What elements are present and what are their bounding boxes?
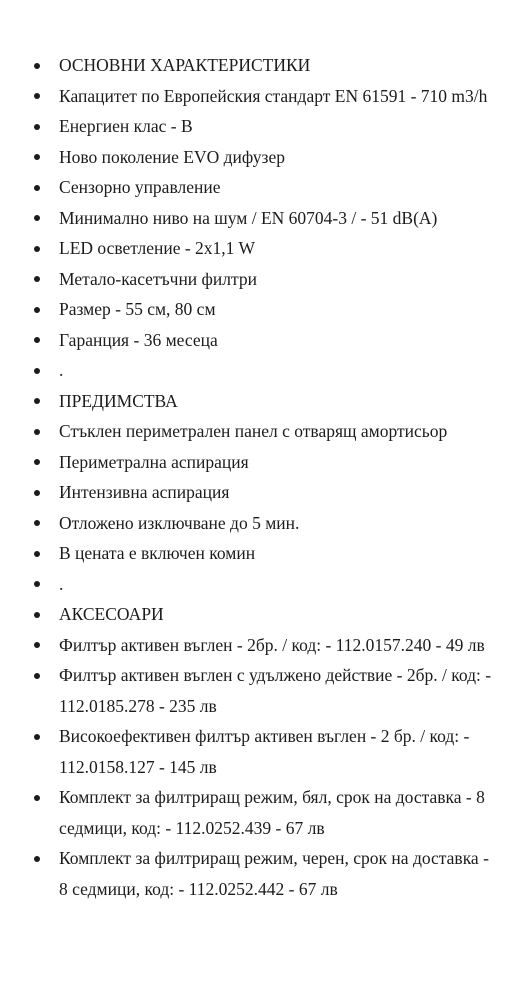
list-item-text: Комплект за филтриращ режим, черен, срок на доставка - 8 седмици, код: - 112.0252.442 - 67 лв: [59, 848, 489, 899]
bullet-icon: [34, 337, 40, 343]
list-item-text: ОСНОВНИ ХАРАКТЕРИСТИКИ: [59, 55, 311, 75]
list-item-filter-kit-white: [0, 782, 512, 843]
list-item-text: Минимално ниво на шум / EN 60704-3 / - 51 dB(A): [59, 207, 438, 228]
list-item-text: Филтър активен въглен - 2бр. / код: - 112.0157.240 - 49 лв: [59, 634, 485, 655]
bullet-icon: [34, 368, 40, 374]
bullet-icon: [34, 429, 40, 435]
list-item-filter-kit-black: [0, 843, 512, 904]
bullet-icon: [34, 93, 40, 99]
list-item-text: АКСЕСОАРИ: [59, 604, 164, 624]
list-item-text: Енергиен клас - B: [59, 116, 193, 136]
list-item-noise-level: [0, 203, 512, 234]
bullet-icon: [34, 673, 40, 679]
list-item-chimney-included: [0, 538, 512, 569]
bullet-icon: [34, 642, 40, 648]
list-item-text: Отложено изключване до 5 мин.: [59, 512, 300, 533]
list-item-text: Интензивна аспирация: [59, 482, 230, 502]
list-item-text: Метало-касетъчни филтри: [59, 268, 257, 289]
list-item-advantages-heading: [0, 386, 512, 417]
list-item-carbon-filter: [0, 630, 512, 661]
list-item-led-lighting: [0, 233, 512, 264]
list-item-text: Стъклен периметрален панел с отварящ амортисьор: [59, 421, 448, 441]
list-item-glass-panel: [0, 416, 512, 447]
list-item-intensive-aspiration: [0, 477, 512, 508]
list-item-long-life-carbon-filter: [0, 660, 512, 721]
bullet-icon: [34, 490, 40, 496]
bullet-icon: [34, 63, 40, 69]
list-item-high-efficiency-carbon-filter: [0, 721, 512, 782]
bullet-icon: [34, 154, 40, 160]
list-item-warranty: [0, 325, 512, 356]
list-item-diffuser: [0, 142, 512, 173]
list-item-text: Високоефективен филтър активен въглен - 2 бр. / код: - 112.0158.127 - 145 лв: [59, 726, 470, 777]
bullet-icon: [34, 124, 40, 130]
bullet-icon: [34, 520, 40, 526]
bullet-icon: [34, 734, 40, 740]
bullet-icon: [34, 307, 40, 313]
list-item-text: .: [59, 360, 64, 380]
list-item-text: Периметрална аспирация: [59, 451, 249, 472]
list-item-main-characteristics-heading: [0, 50, 512, 81]
list-item-touch-control: [0, 172, 512, 203]
list-item-energy-class: [0, 111, 512, 142]
list-item-accessories-heading: [0, 599, 512, 630]
bullet-icon: [34, 398, 40, 404]
list-item-separator: [0, 569, 512, 600]
bullet-icon: [34, 551, 40, 557]
list-item-perimeter-aspiration: [0, 447, 512, 478]
list-item-delayed-shutoff: [0, 508, 512, 539]
list-item-text: ПРЕДИМСТВА: [59, 390, 178, 411]
bullet-icon: [34, 215, 40, 221]
list-item-text: Капацитет по Европейския стандарт EN 61591 - 710 m3/h: [59, 85, 488, 106]
list-item-size: [0, 294, 512, 325]
list-item-filters: [0, 264, 512, 295]
bullet-icon: [34, 612, 40, 618]
bullet-icon: [34, 459, 40, 465]
list-item-text: Ново поколение EVO дифузер: [59, 146, 285, 167]
bullet-icon: [34, 581, 40, 587]
bullet-icon: [34, 276, 40, 282]
list-item-text: Гаранция - 36 месеца: [59, 329, 218, 350]
bullet-icon: [34, 856, 40, 862]
bullet-icon: [34, 246, 40, 252]
list-item-text: Комплект за филтриращ режим, бял, срок на доставка - 8 седмици, код: - 112.0252.439 - 67 лв: [59, 787, 485, 838]
bullet-icon: [34, 795, 40, 801]
list-item-text: .: [59, 573, 64, 594]
product-spec-list: [0, 50, 512, 904]
bullet-icon: [34, 185, 40, 191]
list-item-text: Сензорно управление: [59, 177, 221, 197]
list-item-capacity: [0, 81, 512, 112]
list-item-separator: [0, 355, 512, 386]
list-item-text: Филтър активен въглен с удължено действие - 2бр. / код: - 112.0185.278 - 235 лв: [59, 665, 492, 716]
list-item-text: В цената е включен комин: [59, 543, 256, 563]
list-item-text: Размер - 55 см, 80 см: [59, 299, 216, 319]
list-item-text: LED осветление - 2x1,1 W: [59, 238, 256, 258]
